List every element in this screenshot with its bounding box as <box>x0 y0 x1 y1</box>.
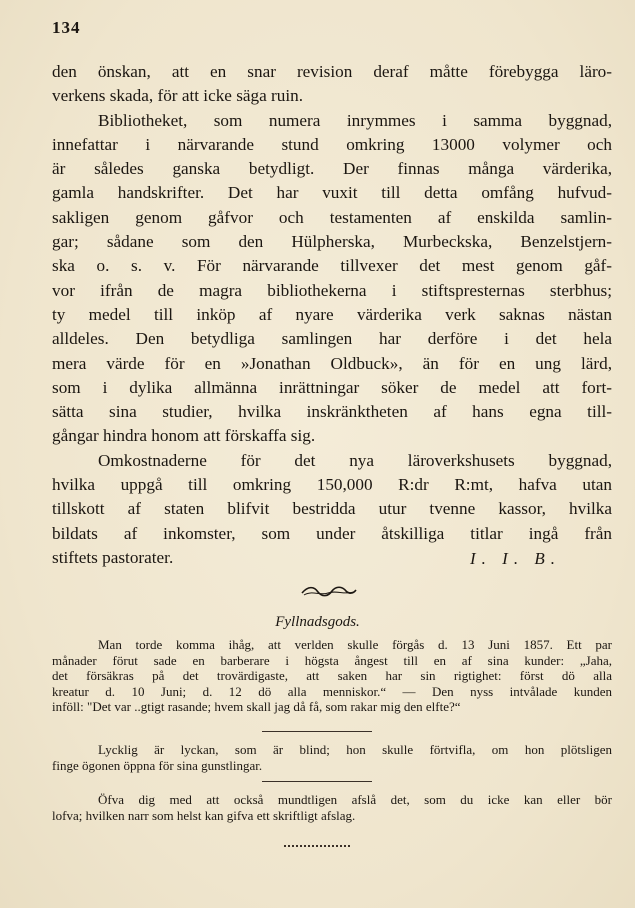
text-line: Omkostnaderne för det nya läroverkshusets byggnad, <box>98 450 612 470</box>
text-line: är således ganska betydligt. Der finnas många värderika, <box>52 159 612 179</box>
filler-aphorism-refusal <box>52 792 612 823</box>
filler-line: Öfva dig med att också mundtligen afslå det, som du icke kan eller bör <box>98 792 612 807</box>
filler-line: Man torde komma ihåg, att verlden skulle förgås d. 13 Juni 1857. Ett par <box>98 637 612 652</box>
text-line: bildats af inkomster, som under åtskilliga titlar ingå från <box>52 523 612 543</box>
text-line: ty medel till inköp af nyare värderika verk saknas nästan <box>52 304 612 324</box>
text-line: gångar hindra honom att förskaffa sig. <box>52 426 316 446</box>
filler-aphorism-luck <box>52 742 612 773</box>
filler-section-title: Fyllnadsgods. <box>275 614 360 630</box>
filler-line: inföll: "Det var ..gtigt rasande; hvem skall jag då få, som rakar mig den elfte?“ <box>52 699 461 715</box>
end-ornament-rule <box>284 845 350 847</box>
page-number: 134 <box>52 18 81 37</box>
text-line: stiftets pastorater. <box>52 547 174 567</box>
text-line: verkens skada, för att icke säga ruin. <box>52 86 304 106</box>
text-line: ska o. s. v. För närvarande tillvexer det mest genom gåf- <box>52 256 612 276</box>
divider-rule <box>262 781 372 782</box>
divider-rule <box>262 731 372 732</box>
text-line: gamla handskrifter. Det har vuxit till detta omfång hufvud- <box>52 183 612 203</box>
text-line: vor ifrån de magra bibliothekerna i stiftspresternas sterbhus; <box>52 280 612 300</box>
filler-line: finge ögonen öppna för sina gunstlingar. <box>52 757 263 773</box>
filler-line: Lycklig är lyckan, som är blind; hon skulle förtvifla, om hon plötsligen <box>98 742 612 757</box>
text-line: innefattar i närvarande stund omkring 13000 volymer och <box>52 134 612 154</box>
text-line: tillskott af staten blifvit bestridda utur tvenne kassor, hvilka <box>52 499 612 519</box>
text-line: sätta sina studier, hvilka inskränktheten af hans egna till- <box>52 402 612 422</box>
text-line: som i dylika allmänna inrättningar söker de medel att fort- <box>52 377 612 397</box>
filler-anecdote-barber <box>52 637 612 715</box>
text-line: mera värde för en »Jonathan Oldbuck», än för en ung lärd, <box>52 353 612 373</box>
section-ornament-icon <box>298 584 360 600</box>
text-line: gar; sådane som den Hülpherska, Murbeckska, Benzelstjern- <box>52 232 612 252</box>
text-line: sakligen genom gåfvor och testamenten af enskilda samlin- <box>52 207 612 227</box>
text-line: hvilka uppgå till omkring 150,000 R:dr R:mt, hafva utan <box>52 475 612 495</box>
author-signature: I. I. B. <box>470 549 561 568</box>
filler-line: kreatur d. 10 Juni; d. 12 dö alla menniskor.“ — Den nyss intvålade kunden <box>52 683 612 699</box>
filler-line: månader förut sade en barberare i högsta ångest till en af sina kunder: „Jaha, <box>52 652 612 668</box>
filler-line: det försäkras på det trovärdigaste, att saken har sin rigtighet: först dö alla <box>52 668 612 684</box>
main-article-text <box>52 60 612 570</box>
text-line: alldeles. Den betydliga samlingen har derföre i det hela <box>52 329 612 349</box>
text-line: Bibliotheket, som numera inrymmes i samma byggnad, <box>98 110 612 130</box>
filler-line: lofva; hvilken narr som helst kan gifva ett skriftligt afslag. <box>52 807 356 823</box>
text-line: den önskan, att en snar revision deraf måtte förebygga läro- <box>52 62 612 81</box>
